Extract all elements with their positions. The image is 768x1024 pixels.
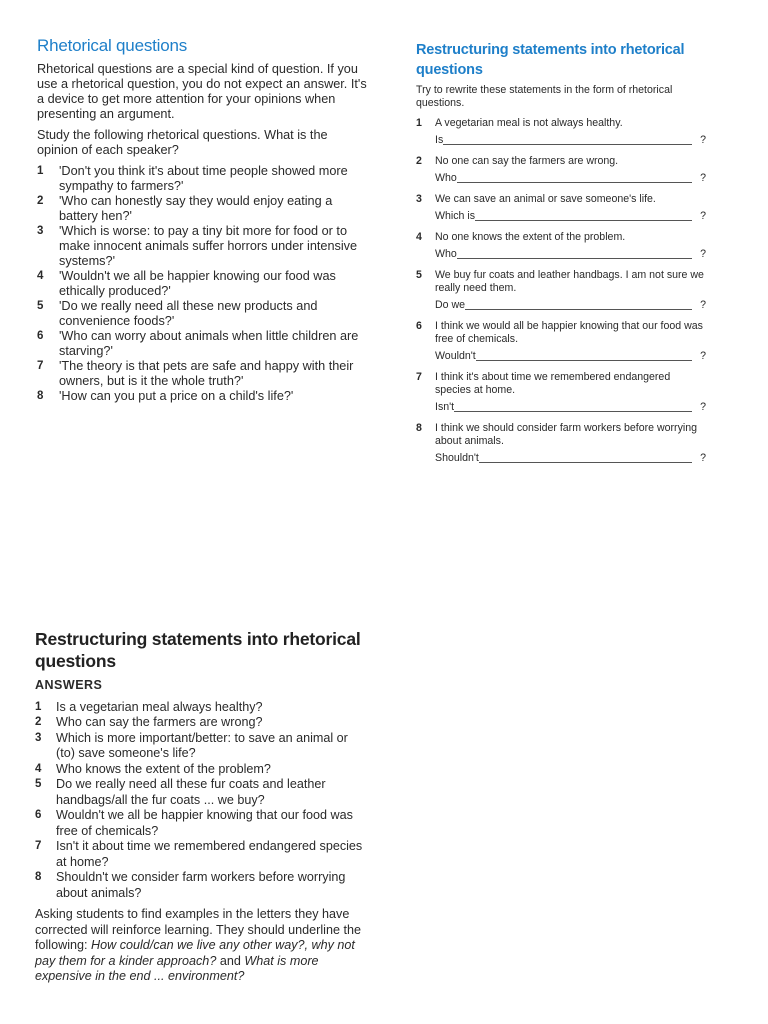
- question-mark: ?: [700, 248, 706, 260]
- item-text: 'Who can worry about animals when little children are starving?': [59, 329, 359, 358]
- item-text: Is a vegetarian meal always healthy?: [56, 699, 263, 714]
- item-number: 2: [416, 155, 422, 167]
- rhetorical-questions-title: Rhetorical questions: [37, 36, 188, 55]
- statement-text: A vegetarian meal is not always healthy.: [435, 117, 623, 129]
- answer-blank[interactable]: [435, 248, 706, 261]
- list-item: [35, 731, 370, 762]
- answer-prompt: Shouldn't: [435, 452, 479, 464]
- list-item: [37, 164, 370, 194]
- answers-subtitle: ANSWERS: [35, 678, 103, 692]
- answer-blank[interactable]: [435, 452, 706, 465]
- statement-text: We can save an animal or save someone's life.: [435, 193, 656, 205]
- answer-blank[interactable]: [435, 134, 706, 147]
- teacher-note-example-2: What is more expensive in the end ... environment?: [35, 953, 319, 983]
- item-number: 2: [35, 716, 42, 728]
- item-number: 5: [35, 778, 42, 790]
- answers-title: Restructuring statements into rhetorical questions: [35, 629, 361, 671]
- item-number: 4: [37, 270, 44, 282]
- item-number: 1: [37, 165, 44, 177]
- list-item: [35, 715, 370, 731]
- item-number: 5: [416, 269, 422, 281]
- item-number: 3: [35, 731, 42, 744]
- list-item: [37, 389, 370, 404]
- item-text: 'How can you put a price on a child's life?': [59, 389, 294, 403]
- exercise-item: [416, 231, 706, 261]
- item-number: 3: [37, 225, 44, 237]
- answer-prompt: Who: [435, 172, 457, 184]
- item-text: 'Do we really need all these new products and convenience foods?': [59, 299, 318, 328]
- statement-text: We buy fur coats and leather handbags. I am not sure we really need them.: [435, 269, 704, 294]
- exercise-item: [416, 371, 706, 414]
- list-item: [35, 700, 370, 716]
- item-number: 5: [37, 300, 44, 312]
- answer-prompt: Who: [435, 248, 457, 260]
- list-item: [35, 808, 370, 839]
- item-number: 8: [416, 422, 422, 434]
- item-number: 2: [37, 195, 44, 207]
- question-mark: ?: [700, 134, 706, 146]
- list-item: [37, 299, 370, 329]
- restructuring-exercise-title: Restructuring statements into rhetorical questions: [416, 42, 685, 78]
- blank-line: [454, 410, 692, 412]
- item-number: 3: [416, 193, 422, 205]
- question-mark: ?: [700, 210, 706, 222]
- exercise-item: [416, 269, 706, 312]
- blank-line: [457, 257, 692, 259]
- item-text: Wouldn't we all be happier knowing that our food was free of chemicals?: [56, 808, 353, 838]
- item-text: 'The theory is that pets are safe and happy with their owners, but is it the whole truth?': [59, 359, 354, 388]
- statement-text: No one can say the farmers are wrong.: [435, 155, 619, 167]
- item-text: Who can say the farmers are wrong?: [56, 715, 263, 729]
- item-text: 'Don't you think it's about time people showed more sympathy to farmers?': [59, 164, 348, 193]
- list-item: [37, 329, 370, 359]
- list-item: [35, 870, 370, 901]
- restructuring-exercise-section: [416, 40, 706, 473]
- list-item: [37, 359, 370, 389]
- item-text: Shouldn't we consider farm workers before worrying about animals?: [56, 870, 346, 900]
- answer-blank[interactable]: [435, 210, 706, 223]
- item-text: 'Who can honestly say they would enjoy eating a battery hen?': [59, 194, 333, 223]
- list-item: [35, 762, 370, 778]
- answer-prompt: Which is: [435, 210, 476, 222]
- list-item: [35, 777, 370, 808]
- answer-prompt: Do we: [435, 299, 466, 311]
- answer-blank[interactable]: [435, 299, 706, 312]
- item-number: 8: [37, 390, 44, 402]
- exercise-item: [416, 320, 706, 363]
- restructuring-item-list: [416, 117, 706, 465]
- blank-line: [465, 308, 692, 310]
- statement-text: I think we should consider farm workers before worrying about animals.: [435, 422, 698, 447]
- rhetorical-intro: Rhetorical questions are a special kind of question. If you use a rhetorical question, you do not expect an answer. It's a device to get more attention for your opinions when presenting an argument.: [37, 62, 367, 121]
- blank-line: [475, 219, 692, 221]
- item-number: 1: [35, 700, 42, 713]
- question-mark: ?: [700, 299, 706, 311]
- answer-prompt: Wouldn't: [435, 350, 476, 362]
- rhetorical-questions-section: [37, 38, 370, 404]
- answer-blank[interactable]: [435, 350, 706, 363]
- exercise-item: [416, 117, 706, 147]
- question-mark: ?: [700, 350, 706, 362]
- item-number: 6: [37, 330, 44, 342]
- item-text: Which is more important/better: to save an animal or (to) save someone's life?: [56, 730, 348, 760]
- list-item: [37, 224, 370, 269]
- answer-blank[interactable]: [435, 401, 706, 414]
- list-item: [37, 269, 370, 299]
- rhetorical-question-list: [37, 164, 370, 404]
- item-number: 6: [35, 809, 42, 821]
- blank-line: [476, 359, 692, 361]
- teacher-note-and: and: [219, 953, 241, 968]
- list-item: [35, 839, 370, 870]
- item-text: Who knows the extent of the problem?: [56, 761, 271, 776]
- exercise-item: [416, 155, 706, 185]
- item-number: 4: [416, 231, 422, 243]
- item-text: 'Which is worse: to pay a tiny bit more for food or to make innocent animals suffer horrors under intensive systems?': [59, 224, 358, 268]
- teacher-note: [35, 907, 370, 985]
- answer-prompt: Is: [435, 134, 444, 146]
- answers-section: [35, 628, 370, 997]
- exercise-item: [416, 193, 706, 223]
- blank-line: [443, 143, 692, 145]
- question-mark: ?: [700, 172, 706, 184]
- blank-line: [479, 461, 692, 463]
- statement-text: No one knows the extent of the problem.: [435, 231, 626, 243]
- item-number: 7: [35, 840, 42, 852]
- item-number: 7: [416, 371, 422, 383]
- item-number: 1: [416, 117, 422, 129]
- teacher-note-example-1: How could/can we live any other way?, why not pay them for a kinder approach?: [35, 938, 355, 968]
- item-text: Do we really need all these fur coats and leather handbags/all the fur coats ... we buy?: [56, 777, 326, 807]
- item-number: 7: [37, 360, 44, 372]
- statement-text: I think it's about time we remembered endangered species at home.: [435, 371, 671, 396]
- teacher-note-text: Asking students to find examples in the letters they have corrected will reinforce learning. They should underline the following:: [35, 907, 361, 952]
- question-mark: ?: [700, 401, 706, 413]
- answer-blank[interactable]: [435, 172, 706, 185]
- rhetorical-instruction: Study the following rhetorical questions. What is the opinion of each speaker?: [37, 128, 328, 157]
- question-mark: ?: [700, 452, 706, 464]
- item-number: 8: [35, 871, 42, 883]
- item-number: 4: [35, 762, 42, 775]
- blank-line: [457, 181, 692, 183]
- answer-prompt: Isn't: [435, 401, 455, 413]
- statement-text: I think we would all be happier knowing that our food was free of chemicals.: [435, 320, 703, 345]
- restructuring-intro: Try to rewrite these statements in the form of rhetorical questions.: [416, 84, 673, 109]
- list-item: [37, 194, 370, 224]
- item-number: 6: [416, 320, 422, 332]
- exercise-item: [416, 422, 706, 465]
- item-text: 'Wouldn't we all be happier knowing our food was ethically produced?': [59, 269, 336, 298]
- answers-list: [35, 700, 370, 902]
- item-text: Isn't it about time we remembered endangered species at home?: [56, 839, 363, 869]
